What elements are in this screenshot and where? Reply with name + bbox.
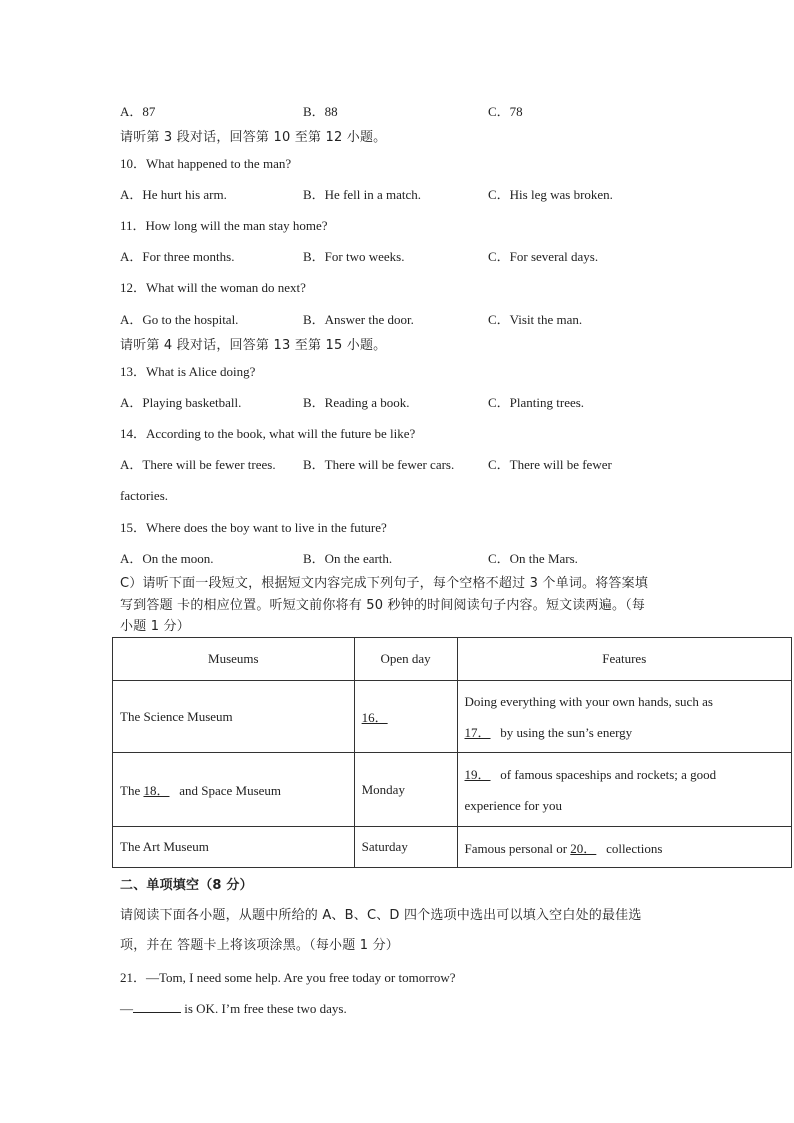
row2-features xyxy=(457,753,792,827)
museums-table xyxy=(112,637,792,868)
row2-museum-pre: The xyxy=(120,783,144,798)
section3-instruction: 请听第 3 段对话，回答第 10 至第 12 小题。 xyxy=(120,130,387,145)
row3-features xyxy=(457,827,792,868)
row1-feature-line2 xyxy=(465,717,785,748)
q10-option-a: A．He hurt his arm. xyxy=(120,187,227,202)
q13-option-a: A．Playing basketball. xyxy=(120,395,242,410)
row2-museum xyxy=(113,753,355,827)
row3-feature-pre: Famous personal or xyxy=(464,840,571,856)
q14-option-c: C．There will be fewer xyxy=(488,457,612,472)
q10-text: 10．What happened to the man? xyxy=(120,156,292,171)
section2-instruction-line2: 项，并在 答题卡上将该项涂黑。（每小题 1 分） xyxy=(120,938,399,953)
q13-text: 13．What is Alice doing? xyxy=(120,364,256,379)
q10-option-b: B．He fell in a match. xyxy=(303,187,422,202)
row2-feature-line2: experience for you xyxy=(464,797,562,813)
q11-text: 11．How long will the man stay home? xyxy=(120,218,328,233)
q9-option-b: B．88 xyxy=(303,104,338,119)
row1-features xyxy=(457,681,792,753)
section4-instruction: 请听第 4 段对话，回答第 13 至第 15 小题。 xyxy=(120,338,387,353)
q21-blank xyxy=(133,1000,181,1013)
row3-museum: The Art Museum xyxy=(113,827,355,868)
row2-day: Monday xyxy=(354,753,457,827)
q9-option-a: A．87 xyxy=(120,104,156,119)
q14-option-a: A．There will be fewer trees. xyxy=(120,457,276,472)
row3-feature-post: collections xyxy=(606,840,663,856)
q15-option-c: C．On the Mars. xyxy=(488,551,578,566)
blank-17: 17． xyxy=(464,724,491,740)
blank-16: 16． xyxy=(361,710,388,725)
row1-feature-line1: Doing everything with your own hands, such as xyxy=(464,693,713,709)
row2-feature-rest: of famous spaceships and rockets; a good xyxy=(500,766,717,782)
q13-option-b: B．Reading a book. xyxy=(303,395,410,410)
row1-feature-rest: by using the sun’s energy xyxy=(500,724,633,740)
partc-instruction-line1: C）请听下面一段短文，根据短文内容完成下列句子，每个空格不超过 3 个单词。将答案填 xyxy=(120,576,649,591)
blank-19: 19． xyxy=(464,766,491,782)
row2-feature-line1 xyxy=(465,759,785,790)
q11-option-c: C．For several days. xyxy=(488,249,599,264)
row3-day: Saturday xyxy=(354,827,457,868)
table-row xyxy=(113,827,792,868)
q21-answer-rest: is OK. I’m free these two days. xyxy=(181,1001,347,1016)
row1-museum: The Science Museum xyxy=(113,681,355,753)
blank-20: 20． xyxy=(570,840,597,856)
row1-day-cell xyxy=(354,681,457,753)
section2-heading: 二、单项填空（8 分） xyxy=(120,878,253,893)
header-open-day: Open day xyxy=(354,638,457,681)
row2-museum-post: and Space Museum xyxy=(179,783,282,798)
q15-text: 15．Where does the boy want to live in the future? xyxy=(120,520,387,535)
partc-instruction-line3: 小题 1 分） xyxy=(120,619,190,634)
table-row xyxy=(113,753,792,827)
q12-text: 12．What will the woman do next? xyxy=(120,280,306,295)
section2-instruction-line1: 请阅读下面各小题，从题中所给的 A、B、C、D 四个选项中选出可以填入空白处的最佳选 xyxy=(120,908,642,923)
q12-option-a: A．Go to the hospital. xyxy=(120,312,239,327)
q15-option-a: A．On the moon. xyxy=(120,551,214,566)
q9-option-c: C．78 xyxy=(488,104,523,119)
q21-dash: — xyxy=(120,1001,133,1016)
q21-text: 21．—Tom, I need some help. Are you free today or tomorrow? xyxy=(120,970,456,985)
table-row xyxy=(113,681,792,753)
q14-option-b: B．There will be fewer cars. xyxy=(303,457,455,472)
q14-text: 14．According to the book, what will the future be like? xyxy=(120,426,416,441)
header-features: Features xyxy=(457,638,792,681)
q11-option-a: A．For three months. xyxy=(120,249,235,264)
blank-18: 18． xyxy=(143,783,170,798)
table-header-row xyxy=(113,638,792,681)
q13-option-c: C．Planting trees. xyxy=(488,395,585,410)
q12-option-b: B．Answer the door. xyxy=(303,312,414,327)
partc-instruction-line2: 写到答题 卡的相应位置。听短文前你将有 50 秒钟的时间阅读句子内容。短文读两遍。（每 xyxy=(120,598,646,613)
q10-option-c: C．His leg was broken. xyxy=(488,187,613,202)
q15-option-b: B．On the earth. xyxy=(303,551,393,566)
q11-option-b: B．For two weeks. xyxy=(303,249,405,264)
q21-answer-line xyxy=(120,1000,347,1018)
header-museums: Museums xyxy=(113,638,355,681)
q12-option-c: C．Visit the man. xyxy=(488,312,583,327)
q14-option-c-continuation: factories. xyxy=(120,488,169,503)
